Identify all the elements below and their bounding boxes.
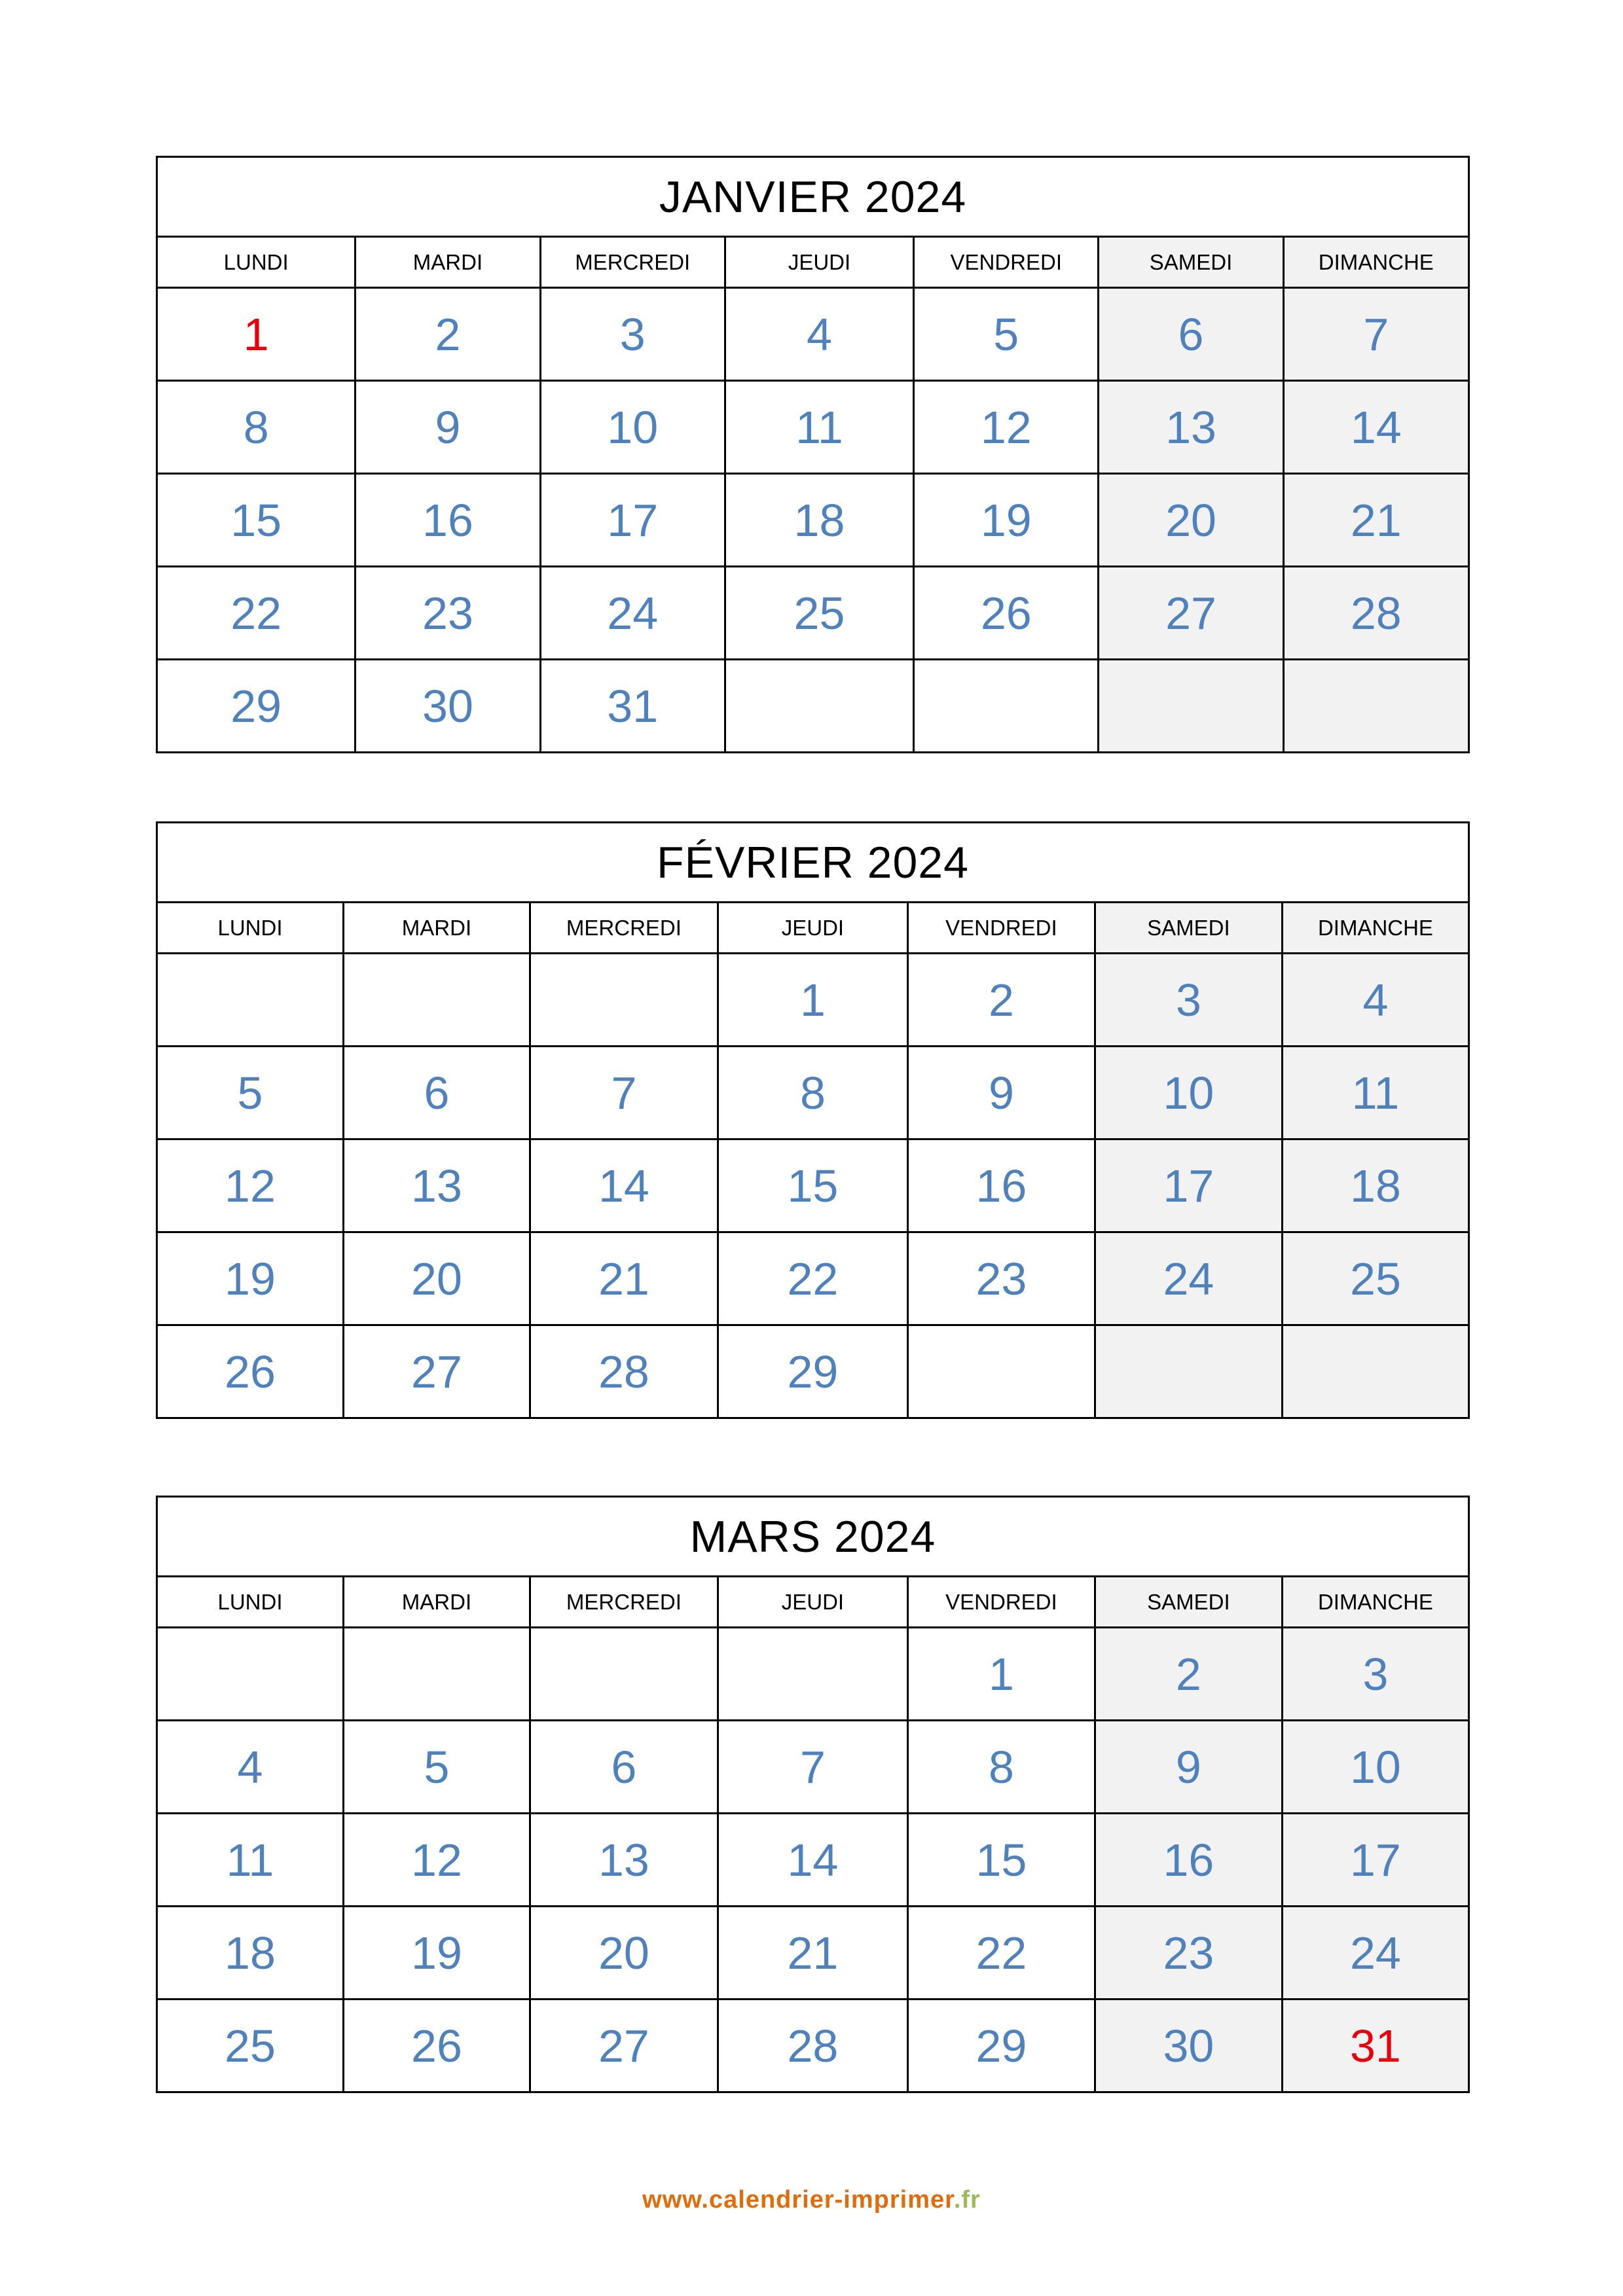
day-cell: 19 — [157, 1232, 344, 1325]
day-cell: 11 — [157, 1814, 344, 1907]
day-cell: 27 — [343, 1325, 530, 1418]
day-cell: 1 — [157, 288, 356, 381]
calendar-march — [156, 1496, 1470, 2093]
week-row — [157, 1232, 1469, 1325]
week-row — [157, 1628, 1469, 1721]
day-cell: 4 — [1282, 954, 1468, 1047]
day-cell: 7 — [530, 1047, 718, 1139]
weekday-header: LUNDI — [157, 237, 356, 288]
week-row — [157, 1325, 1469, 1418]
day-cell: 8 — [907, 1721, 1095, 1814]
empty-day-cell — [530, 954, 718, 1047]
day-cell: 7 — [718, 1721, 907, 1814]
day-cell: 3 — [1282, 1628, 1468, 1721]
day-cell: 30 — [1095, 2000, 1282, 2092]
day-cell: 28 — [530, 1325, 718, 1418]
empty-day-cell — [343, 1628, 530, 1721]
weekday-header: DIMANCHE — [1283, 237, 1468, 288]
week-row — [157, 1047, 1469, 1139]
calendar-january — [156, 156, 1470, 753]
month-title: FÉVRIER 2024 — [157, 823, 1469, 903]
week-row — [157, 288, 1469, 381]
week-row — [157, 474, 1469, 567]
day-cell: 26 — [343, 2000, 530, 2092]
day-cell: 9 — [1095, 1721, 1282, 1814]
empty-day-cell — [907, 1325, 1095, 1418]
day-cell: 31 — [1282, 2000, 1468, 2092]
day-cell: 18 — [1282, 1139, 1468, 1232]
empty-day-cell — [1283, 660, 1468, 753]
week-row — [157, 954, 1469, 1047]
week-row — [157, 660, 1469, 753]
week-row — [157, 567, 1469, 660]
day-cell: 13 — [343, 1139, 530, 1232]
day-cell: 8 — [718, 1047, 907, 1139]
day-cell: 6 — [530, 1721, 718, 1814]
day-cell: 11 — [1282, 1047, 1468, 1139]
weekday-header: LUNDI — [157, 903, 344, 954]
day-cell: 19 — [914, 474, 1099, 567]
week-row — [157, 381, 1469, 474]
day-cell: 14 — [718, 1814, 907, 1907]
day-cell: 28 — [718, 2000, 907, 2092]
empty-day-cell — [725, 660, 913, 753]
day-cell: 16 — [1095, 1814, 1282, 1907]
empty-day-cell — [530, 1628, 718, 1721]
day-cell: 12 — [914, 381, 1099, 474]
weekday-header: MARDI — [356, 237, 540, 288]
day-cell: 28 — [1283, 567, 1468, 660]
day-cell: 24 — [1282, 1907, 1468, 2000]
day-cell: 13 — [530, 1814, 718, 1907]
day-cell: 27 — [1099, 567, 1283, 660]
day-cell: 1 — [907, 1628, 1095, 1721]
day-cell: 17 — [1095, 1139, 1282, 1232]
day-cell: 1 — [718, 954, 907, 1047]
day-cell: 29 — [157, 660, 356, 753]
weekday-header: JEUDI — [718, 1577, 907, 1628]
month-title: MARS 2024 — [157, 1497, 1469, 1577]
weekday-header: DIMANCHE — [1282, 1577, 1468, 1628]
weekday-header: VENDREDI — [914, 237, 1099, 288]
day-cell: 4 — [157, 1721, 344, 1814]
week-row — [157, 1139, 1469, 1232]
day-cell: 5 — [343, 1721, 530, 1814]
day-cell: 14 — [1283, 381, 1468, 474]
day-cell: 29 — [907, 2000, 1095, 2092]
day-cell: 22 — [907, 1907, 1095, 2000]
day-cell: 17 — [1282, 1814, 1468, 1907]
day-cell: 31 — [540, 660, 725, 753]
day-cell: 10 — [1095, 1047, 1282, 1139]
footer-tld[interactable]: .fr — [953, 2186, 981, 2214]
weekday-header: VENDREDI — [907, 903, 1095, 954]
day-cell: 2 — [356, 288, 540, 381]
day-cell: 24 — [1095, 1232, 1282, 1325]
day-cell: 3 — [540, 288, 725, 381]
day-cell: 21 — [718, 1907, 907, 2000]
day-cell: 17 — [540, 474, 725, 567]
day-cell: 20 — [343, 1232, 530, 1325]
week-row — [157, 1721, 1469, 1814]
weekday-header: JEUDI — [725, 237, 913, 288]
day-cell: 12 — [343, 1814, 530, 1907]
day-cell: 10 — [540, 381, 725, 474]
day-cell: 21 — [530, 1232, 718, 1325]
day-cell: 27 — [530, 2000, 718, 2092]
day-cell: 26 — [157, 1325, 344, 1418]
day-cell: 23 — [356, 567, 540, 660]
day-cell: 12 — [157, 1139, 344, 1232]
day-cell: 3 — [1095, 954, 1282, 1047]
day-cell: 9 — [356, 381, 540, 474]
day-cell: 2 — [907, 954, 1095, 1047]
day-cell: 20 — [530, 1907, 718, 2000]
empty-day-cell — [1095, 1325, 1282, 1418]
empty-day-cell — [343, 954, 530, 1047]
weekday-header: MARDI — [343, 903, 530, 954]
weekday-header: SAMEDI — [1095, 1577, 1282, 1628]
weekday-header: DIMANCHE — [1282, 903, 1468, 954]
empty-day-cell — [1282, 1325, 1468, 1418]
day-cell: 23 — [907, 1232, 1095, 1325]
day-cell: 14 — [530, 1139, 718, 1232]
weekday-header: MERCREDI — [530, 1577, 718, 1628]
day-cell: 22 — [157, 567, 356, 660]
day-cell: 6 — [343, 1047, 530, 1139]
empty-day-cell — [718, 1628, 907, 1721]
day-cell: 15 — [157, 474, 356, 567]
day-cell: 24 — [540, 567, 725, 660]
day-cell: 25 — [1282, 1232, 1468, 1325]
day-cell: 9 — [907, 1047, 1095, 1139]
weekday-header: JEUDI — [718, 903, 907, 954]
day-cell: 21 — [1283, 474, 1468, 567]
empty-day-cell — [1099, 660, 1283, 753]
day-cell: 15 — [907, 1814, 1095, 1907]
day-cell: 23 — [1095, 1907, 1282, 2000]
day-cell: 30 — [356, 660, 540, 753]
week-row — [157, 1814, 1469, 1907]
day-cell: 16 — [907, 1139, 1095, 1232]
week-row — [157, 2000, 1469, 2092]
weekday-header: SAMEDI — [1095, 903, 1282, 954]
empty-day-cell — [914, 660, 1099, 753]
day-cell: 4 — [725, 288, 913, 381]
day-cell: 13 — [1099, 381, 1283, 474]
day-cell: 7 — [1283, 288, 1468, 381]
day-cell: 8 — [157, 381, 356, 474]
day-cell: 19 — [343, 1907, 530, 2000]
calendar-february — [156, 821, 1470, 1419]
day-cell: 16 — [356, 474, 540, 567]
day-cell: 2 — [1095, 1628, 1282, 1721]
weekday-header: LUNDI — [157, 1577, 344, 1628]
day-cell: 15 — [718, 1139, 907, 1232]
weekday-header: MARDI — [343, 1577, 530, 1628]
day-cell: 6 — [1099, 288, 1283, 381]
day-cell: 20 — [1099, 474, 1283, 567]
empty-day-cell — [157, 954, 344, 1047]
empty-day-cell — [157, 1628, 344, 1721]
day-cell: 5 — [914, 288, 1099, 381]
day-cell: 10 — [1282, 1721, 1468, 1814]
week-row — [157, 1907, 1469, 2000]
month-title: JANVIER 2024 — [157, 157, 1469, 237]
day-cell: 29 — [718, 1325, 907, 1418]
day-cell: 25 — [725, 567, 913, 660]
day-cell: 5 — [157, 1047, 344, 1139]
day-cell: 18 — [725, 474, 913, 567]
footer-site[interactable]: www.calendrier-imprimer — [642, 2186, 954, 2214]
weekday-header: SAMEDI — [1099, 237, 1283, 288]
day-cell: 18 — [157, 1907, 344, 2000]
day-cell: 11 — [725, 381, 913, 474]
day-cell: 26 — [914, 567, 1099, 660]
weekday-header: VENDREDI — [907, 1577, 1095, 1628]
day-cell: 22 — [718, 1232, 907, 1325]
footer-website[interactable] — [0, 2186, 1623, 2214]
weekday-header: MERCREDI — [530, 903, 718, 954]
day-cell: 25 — [157, 2000, 344, 2092]
weekday-header: MERCREDI — [540, 237, 725, 288]
